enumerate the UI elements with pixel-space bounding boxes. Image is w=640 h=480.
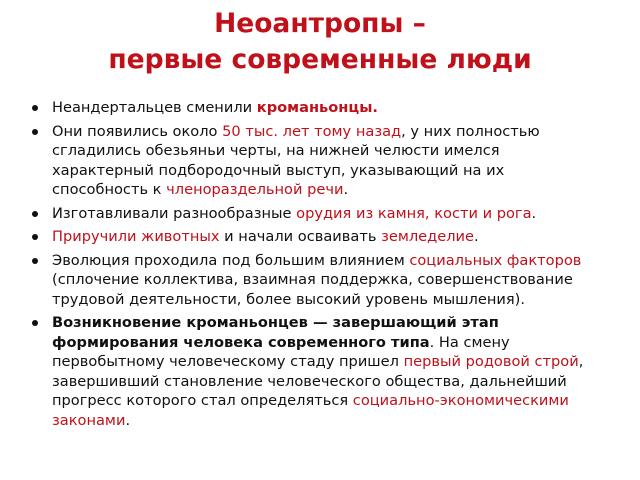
text: и начали осваивать xyxy=(219,228,382,245)
bullet-dot-icon xyxy=(32,258,38,264)
text: Изготавливали разнообразные xyxy=(52,204,297,222)
text: . xyxy=(343,181,349,198)
text: Неандертальцев сменили xyxy=(52,99,257,116)
text: Эволюция проходила под большим влиянием xyxy=(52,251,410,269)
bullet-item-4 xyxy=(32,227,604,247)
bullet-item-6 xyxy=(32,313,604,430)
bullet-list xyxy=(32,98,604,434)
slide-title xyxy=(0,6,640,78)
bullet-item-1 xyxy=(32,98,604,118)
highlight: 50 тыс. лет тому назад xyxy=(222,122,402,140)
bullet-dot-icon xyxy=(32,105,38,111)
highlight: членораздельной речи xyxy=(166,181,344,198)
bullet-dot-icon xyxy=(32,320,38,326)
text: Они появились около xyxy=(52,122,223,140)
text: . xyxy=(125,411,131,429)
text: , завершивший становление человеческого общества, дальнейший прогресс которого стал определяться xyxy=(52,353,584,409)
bullet-item-5 xyxy=(32,251,604,310)
bullet-dot-icon xyxy=(32,234,38,240)
text: . xyxy=(531,204,537,222)
highlight: социально-экономическими законами xyxy=(52,392,569,429)
highlight: орудия из камня, кости и рога xyxy=(296,204,532,222)
highlight: кроманьонцы. xyxy=(256,99,378,116)
highlight: первый родовой строй xyxy=(403,353,579,370)
bullet-item-2 xyxy=(32,122,604,200)
text: . xyxy=(474,228,479,245)
bold-text: Возникновение кроманьонцев — завершающий этап формирования человека современного типа xyxy=(52,314,499,351)
bullet-dot-icon xyxy=(32,211,38,217)
highlight: земледелие xyxy=(381,228,474,245)
highlight: социальных факторов xyxy=(409,251,582,269)
text: . На смену первобытному человеческому стаду пришел xyxy=(52,333,510,370)
highlight: Приручили животных xyxy=(52,228,220,245)
title-line-1: Неоантропы – xyxy=(214,8,426,39)
text: (сплочение коллектива, взаимная поддержка, совершенствование трудовой деятельности, более высокий уровень мышления). xyxy=(52,271,573,308)
title-line-2: первые современные люди xyxy=(108,44,532,75)
text: , у них полностью сгладились обезьяньи черты, на нижней челюсти имелся характерный подбородочный выступ, указывающий на их способность к xyxy=(52,122,540,198)
bullet-item-3 xyxy=(32,204,604,224)
bullet-dot-icon xyxy=(32,129,38,135)
